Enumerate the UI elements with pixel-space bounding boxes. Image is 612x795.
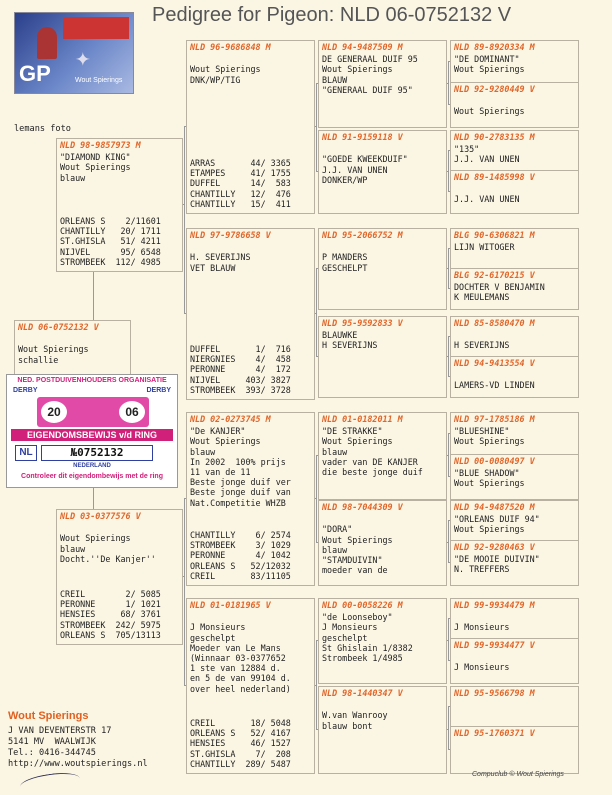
race-result: ORLEANS S 52/12032 xyxy=(190,560,291,571)
info-line: blauw xyxy=(322,446,348,457)
ring-number: NLD 01-0181965 V xyxy=(190,600,271,610)
info-line: Wout Spierings xyxy=(454,64,525,75)
info-line: Wout Spierings xyxy=(454,478,525,489)
info-line xyxy=(190,54,311,64)
race-result: HENSIES 68/ 3761 xyxy=(60,609,161,620)
info-line: J Monsieurs xyxy=(454,622,510,633)
ring-number: NLD 96-9686848 M xyxy=(190,42,271,52)
ring-number: NLD 99-9934479 M xyxy=(454,600,535,610)
ring-number: NLD 95-9566798 M xyxy=(454,688,535,698)
race-result: ETAMPES 41/ 1755 xyxy=(190,168,291,179)
info-line: blauw xyxy=(322,544,348,555)
race-result: STROMBEEK 242/ 5975 xyxy=(60,619,161,630)
info-line: "DE MOOIE DUIVIN" xyxy=(454,554,540,565)
info-line: J Monsieurs xyxy=(190,622,246,633)
info-line: blauw xyxy=(60,543,86,554)
fancier-photo xyxy=(37,27,57,59)
info-line: Beste jonge duif ver xyxy=(190,477,291,488)
pigeon-gen4 xyxy=(450,686,579,728)
info-line: J.J. VAN UNEN xyxy=(454,154,520,165)
owner-name: Wout Spierings xyxy=(8,710,89,722)
owner-website[interactable]: http://www.woutspierings.nl xyxy=(8,759,148,769)
certificate-derby-right: DERBY xyxy=(146,387,171,394)
info-line: H SEVERIJNS xyxy=(322,340,378,351)
connector xyxy=(316,640,317,729)
credit: Compuclub © Wout Spierings xyxy=(472,771,564,778)
info-line: H. SEVERIJNS xyxy=(190,252,251,263)
connector xyxy=(448,61,449,104)
info-line: Wout Spierings xyxy=(60,533,131,544)
owner-phone: Tel.: 0416-344745 xyxy=(8,748,96,758)
ring-number: NLD 99-9934477 V xyxy=(454,640,535,650)
pigeon-gen4 xyxy=(450,130,579,172)
info-line: Beste jonge duif van xyxy=(190,487,291,498)
pigeon-sire xyxy=(56,138,183,272)
info-line: "GENERAAL DUIF 95" xyxy=(322,84,413,95)
info-line: Strombeek 1/4985 xyxy=(322,653,403,664)
info-line: geschelpt xyxy=(322,632,368,643)
pigeon-gen3 xyxy=(318,598,447,684)
pigeon-gen3 xyxy=(318,500,447,586)
pigeon-gen4 xyxy=(450,40,579,84)
race-result: CREIL 18/ 5048 xyxy=(190,717,291,728)
race-result: CHANTILLY 15/ 411 xyxy=(190,198,291,209)
ring-number: NLD 95-2066752 M xyxy=(322,230,403,240)
info-line: vader van DE KANJER xyxy=(322,456,418,467)
connector xyxy=(448,248,449,288)
ring-certificate xyxy=(6,374,178,488)
connector xyxy=(316,83,317,171)
info-line xyxy=(18,334,127,344)
info-line: blauw xyxy=(190,446,216,457)
ring-number: NLD 98-9857973 M xyxy=(60,140,141,150)
info-line xyxy=(454,184,575,194)
race-result: CREIL 83/11105 xyxy=(190,570,291,581)
info-line xyxy=(322,514,443,524)
ring-number: NLD 94-9487509 M xyxy=(322,42,403,52)
ring-number: NLD 97-1785186 M xyxy=(454,414,535,424)
info-line: St Ghislain 1/8382 xyxy=(322,642,413,653)
ring-number: NLD 01-0182011 M xyxy=(322,414,403,424)
pigeon-gen4 xyxy=(450,540,579,586)
pigeon-gen3 xyxy=(318,686,447,774)
certificate-title: EIGENDOMSBEWIJS v/d RING xyxy=(11,429,173,441)
ring-number: NLD 98-7044309 V xyxy=(322,502,403,512)
pigeon-dam xyxy=(56,509,183,645)
info-line xyxy=(60,523,179,533)
ring-number: BLG 92-6170215 V xyxy=(454,270,535,280)
race-result: NIJVEL 95/ 6548 xyxy=(60,246,161,257)
certificate-country: NL xyxy=(15,445,37,461)
info-line: LAMERS-VD LINDEN xyxy=(454,380,535,391)
race-result: DUFFEL 1/ 716 xyxy=(190,343,291,354)
ring-number: NLD 98-1440347 V xyxy=(322,688,403,698)
page-title: Pedigree for Pigeon: NLD 06-0752132 V xyxy=(152,4,512,26)
race-result: ST.GHISLA 7/ 208 xyxy=(190,748,291,759)
info-line: P MANDERS xyxy=(322,252,368,263)
info-line: Wout Spierings xyxy=(454,524,525,535)
ring-number: NLD 97-9786658 V xyxy=(190,230,271,240)
info-line: "ORLEANS DUIF 94" xyxy=(454,514,540,525)
race-result: STROMBEEK 393/ 3728 xyxy=(190,384,291,395)
ring-number: BLG 90-6306821 M xyxy=(454,230,535,240)
info-line: Wout Spierings xyxy=(454,436,525,447)
info-line: Wout Spierings xyxy=(322,534,393,545)
signature xyxy=(19,770,81,795)
ring-number: NLD 06-0752132 V xyxy=(18,322,99,332)
pigeon-gen4 xyxy=(450,316,579,358)
pigeon-gen4 xyxy=(450,638,579,684)
info-line: N. TREFFERS xyxy=(454,564,510,575)
pigeon-gen3 xyxy=(318,40,447,128)
connector xyxy=(448,706,449,749)
info-line: (Winnaar 03-0377652 xyxy=(190,653,286,663)
race-result: ORLEANS S 2/11601 xyxy=(60,215,161,226)
connector xyxy=(448,433,449,476)
info-line: "DIAMOND KING" xyxy=(60,152,131,163)
info-line: Wout Spierings xyxy=(60,162,131,173)
info-line: moeder van de xyxy=(322,565,388,576)
race-result: ORLEANS S 705/13113 xyxy=(60,629,161,640)
pigeon-icon: ✦ xyxy=(75,43,91,73)
info-line: Wout Spierings xyxy=(322,64,393,75)
info-line: Wout Spierings xyxy=(322,436,393,447)
info-line xyxy=(322,144,443,154)
photo-caption: lemans foto xyxy=(14,124,71,134)
info-line: en 5 de van 99104 d. xyxy=(190,673,291,684)
info-line: Wout Spierings xyxy=(190,436,261,447)
info-line: "DE STRAKKE" xyxy=(322,426,383,437)
ring-number: NLD 91-9159118 V xyxy=(322,132,403,142)
info-line xyxy=(322,242,443,252)
info-line: schallie xyxy=(18,354,59,365)
certificate-org: NED. POSTDUIVENHOUDERS ORGANISATIE xyxy=(17,377,167,384)
pigeon-dam-dam xyxy=(186,598,315,774)
pigeon-gen3 xyxy=(318,316,447,398)
race-result: CHANTILLY 12/ 476 xyxy=(190,188,291,199)
info-line: BLAUW xyxy=(322,74,348,85)
info-line: In 2002 100% prijs xyxy=(190,456,286,467)
info-line: J.J. VAN UNEN xyxy=(322,164,388,175)
info-line: 11 van de 11 xyxy=(190,467,251,478)
race-result: ST.GHISLA 51/ 4211 xyxy=(60,236,161,247)
pigeon-gen3 xyxy=(318,412,447,500)
info-line: DONKER/WP xyxy=(322,174,368,185)
pigeon-gen4 xyxy=(450,228,579,270)
race-result: PERONNE 4/ 172 xyxy=(190,364,291,375)
pigeon-gen3 xyxy=(318,228,447,310)
race-result: STROMBEEK 112/ 4985 xyxy=(60,256,161,267)
owner-city: 5141 MV WAALWIJK xyxy=(8,737,96,747)
certificate-year-left: 20 xyxy=(41,401,67,423)
ring-number: NLD 90-2783135 M xyxy=(454,132,535,142)
certificate-year-right: 06 xyxy=(119,401,145,423)
info-line: Docht.''De Kanjer'' xyxy=(60,553,156,564)
connector xyxy=(448,336,449,376)
race-result: CREIL 2/ 5085 xyxy=(60,588,161,599)
pigeon-gen4 xyxy=(450,412,579,456)
info-line xyxy=(322,700,443,710)
info-line: Moeder van Le Mans xyxy=(190,642,281,653)
info-line xyxy=(454,612,575,622)
info-line: "BLUE SHADOW" xyxy=(454,468,520,479)
ring-number: NLD 89-8920334 M xyxy=(454,42,535,52)
pigeon-gen4 xyxy=(450,82,579,128)
logo xyxy=(14,12,134,94)
info-line: "De KANJER" xyxy=(190,426,246,437)
info-line: DNK/WP/TIG xyxy=(190,74,241,85)
info-line: LIJN WITOGER xyxy=(454,242,515,253)
ring-number: NLD 00-0080497 V xyxy=(454,456,535,466)
race-result: ORLEANS S 52/ 4167 xyxy=(190,728,291,739)
connector xyxy=(448,150,449,191)
ring-number: NLD 92-9280449 V xyxy=(454,84,535,94)
connector xyxy=(316,268,317,356)
info-line: blauw bont xyxy=(322,720,373,731)
info-line: Wout Spierings xyxy=(454,106,525,117)
race-result: NIERGNIES 4/ 458 xyxy=(190,354,291,365)
ring-number: NLD 94-9413554 V xyxy=(454,358,535,368)
info-line: K MEULEMANS xyxy=(454,292,510,303)
info-line xyxy=(454,330,575,340)
pigeon-gen4 xyxy=(450,268,579,310)
ring-number: NLD 94-9487520 M xyxy=(454,502,535,512)
certificate-derby-left: DERBY xyxy=(13,387,38,394)
ring-number: NLD 85-8580470 M xyxy=(454,318,535,328)
race-result: CHANTILLY 20/ 1711 xyxy=(60,226,161,237)
info-line: 1 ste van 12884 d. xyxy=(190,663,281,674)
info-line: Wout Spierings xyxy=(18,344,89,355)
info-line: "DORA" xyxy=(322,524,353,535)
logo-name: Wout Spierings xyxy=(75,77,123,84)
pigeon-gen4 xyxy=(450,454,579,500)
info-line xyxy=(190,612,311,622)
info-line: DE GENERAAL DUIF 95 xyxy=(322,54,418,65)
info-line xyxy=(454,370,575,380)
pigeon-subject xyxy=(14,320,131,380)
connector xyxy=(448,520,449,562)
race-result: DUFFEL 14/ 583 xyxy=(190,178,291,189)
ring-number: NLD 02-0273745 M xyxy=(190,414,271,424)
pigeon-gen3 xyxy=(318,130,447,214)
certificate-land: NEDERLAND xyxy=(73,463,111,469)
race-result: ARRAS 44/ 3365 xyxy=(190,157,291,168)
info-line: J Monsieurs xyxy=(322,622,378,633)
pigeon-gen4 xyxy=(450,598,579,640)
owner-address: J VAN DEVENTERSTR 17 xyxy=(8,726,112,736)
info-line: "STAMDUIVIN" xyxy=(322,555,383,565)
race-result: HENSIES 46/ 1527 xyxy=(190,738,291,749)
connector xyxy=(448,618,449,660)
info-line: blauw xyxy=(60,172,86,183)
info-line: VET BLAUW xyxy=(190,262,236,273)
pigeon-gen4 xyxy=(450,170,579,214)
race-result: STROMBEEK 3/ 1029 xyxy=(190,540,291,551)
info-line: BLAUWKE xyxy=(322,330,358,341)
certificate-number: №0752132 xyxy=(41,445,153,461)
info-line: J Monsieurs xyxy=(454,662,510,673)
ring-number: NLD 00-0058226 M xyxy=(322,600,403,610)
race-result: CHANTILLY 289/ 5487 xyxy=(190,758,291,769)
ring-number: NLD 95-1760371 V xyxy=(454,728,535,738)
race-result: CHANTILLY 6/ 2574 xyxy=(190,529,291,540)
info-line xyxy=(454,96,575,106)
race-result: PERONNE 4/ 1042 xyxy=(190,550,291,561)
info-line: die beste jonge duif xyxy=(322,467,423,478)
race-result: NIJVEL 403/ 3827 xyxy=(190,374,291,385)
info-line: GESCHELPT xyxy=(322,262,368,273)
info-line: "de Loonseboy" xyxy=(322,612,393,623)
ring-number: NLD 92-9280463 V xyxy=(454,542,535,552)
info-line: "DE DOMINANT" xyxy=(454,54,520,65)
ring-number: NLD 03-0377576 V xyxy=(60,511,141,521)
race-result: PERONNE 1/ 1021 xyxy=(60,599,161,610)
connector xyxy=(316,455,317,542)
info-line: W.van Wanrooy xyxy=(322,710,388,721)
pigeon-sire-dam xyxy=(186,228,315,400)
info-line: Nat.Competitie WHZB xyxy=(190,497,286,508)
pigeon-sire-sire xyxy=(186,40,315,214)
info-line xyxy=(454,652,575,662)
info-line: "BLUESHINE" xyxy=(454,426,510,437)
info-line: "135" xyxy=(454,144,480,155)
info-line: DOCHTER V BENJAMIN xyxy=(454,282,545,293)
info-line: J.J. VAN UNEN xyxy=(454,194,520,205)
info-line: geschelpt xyxy=(190,632,236,643)
connector xyxy=(184,498,185,685)
info-line: over heel nederland) xyxy=(190,683,291,694)
certificate-control: Controleer dit eigendombewijs met de ring xyxy=(21,473,163,480)
pigeon-dam-sire xyxy=(186,412,315,586)
pigeon-gen4 xyxy=(450,726,579,774)
pigeon-gen4 xyxy=(450,500,579,542)
pigeon-gen4 xyxy=(450,356,579,398)
info-line xyxy=(190,242,311,252)
info-line: "GOEDE KWEEKDUIF" xyxy=(322,154,408,165)
ring-number: NLD 89-1485998 V xyxy=(454,172,535,182)
info-line: H SEVERIJNS xyxy=(454,340,510,351)
connector xyxy=(184,126,185,313)
info-line: Wout Spierings xyxy=(190,64,261,75)
logo-text: GP xyxy=(19,61,51,86)
ring-number: NLD 95-9592833 V xyxy=(322,318,403,328)
